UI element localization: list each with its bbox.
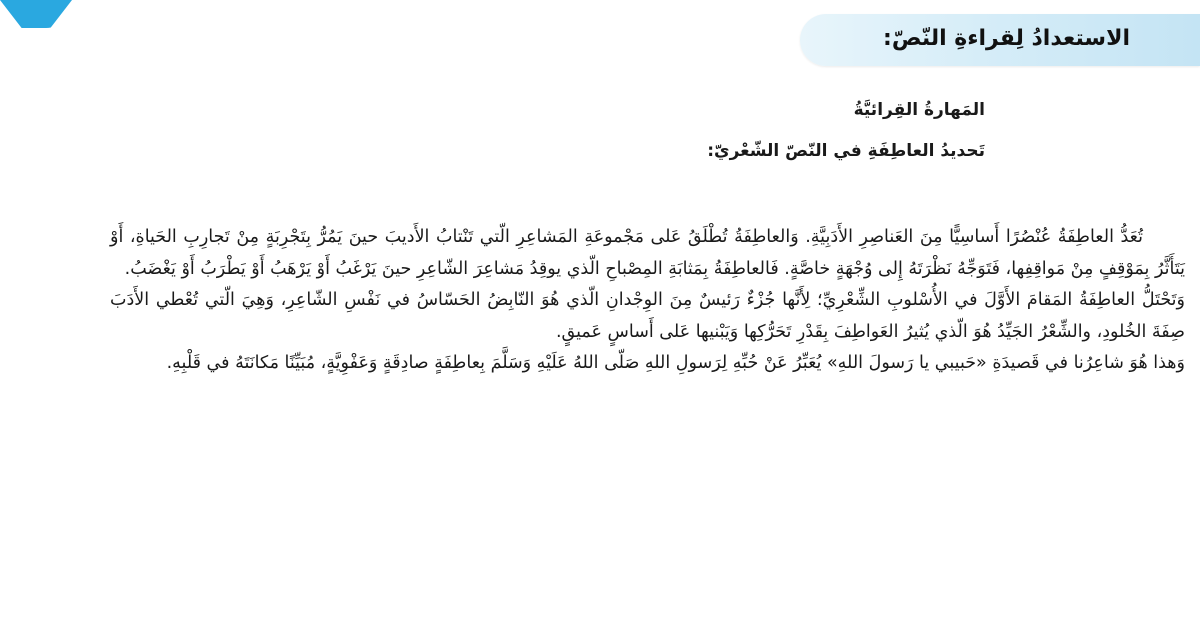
corner-decoration — [0, 0, 72, 28]
paragraph-3: وَهذا هُوَ شاعِرُنا في قَصيدَةِ «حَبيبي يا رَسولَ اللهِ» يُعَبِّرُ عَنْ حُبِّهِ لِرَسولِ اللهِ صَلّى اللهُ عَلَيْهِ وَسَلَّمَ بِعاطِفَةٍ صادِقَةٍ وَعَفْوِيَّةٍ، مُبَيِّنًا مَكانَتَهُ في قَلْبِهِ. — [166, 353, 1185, 373]
section-title: الاستعدادُ لِقراءةِ النّصّ: — [883, 26, 1130, 51]
paragraph-2: وَتَحْتَلُّ العاطِفَةُ المَقامَ الأَوَّلَ في الأُسْلوبِ الشِّعْرِيِّ؛ لِأَنَّها جُزْءٌ رَئيسٌ مِنَ الوِجْدانِ الّذي هُوَ النّابِضُ الحَسّاسُ في نَفْسِ الشّاعِرِ، وَهِيَ الّتي تُعْطي الأَدَبَ صِفَةَ الخُلودِ، والشِّعْرُ الجَيِّدُ هُوَ الّذي يُثيرُ العَواطِفَ بِقَدْرِ تَحَرُّكِها وَيَبْنيها عَلى أَساسٍ عَميقٍ. — [110, 290, 1185, 342]
skill-name: تَحديدُ العاطِفَةِ في النّصّ الشّعْريّ: — [707, 141, 985, 161]
skill-label: المَهارةُ القِرائيَّةُ — [853, 100, 985, 120]
paragraph-1: تُعَدُّ العاطِفَةُ عُنْصُرًا أَساسِيًّا مِنَ العَناصِرِ الأَدَبِيَّةِ. وَالعاطِفَةُ تُطْلَقُ عَلى مَجْموعَةِ المَشاعِرِ الّتي تَنْتابُ الأَديبَ حينَ يَمُرُّ بِتَجْرِبَةٍ مِنْ تَجارِبِ الحَياةِ، أَوْ يَتَأَثَّرُ بِمَوْقِفٍ مِنْ مَواقِفِها، فَتَوَجِّهُ نَظْرَتَهُ إِلى وُجْهَةٍ خاصَّةٍ. فَالعاطِفَةُ بِمَثابَةِ المِصْباحِ الّذي يوقِدُ مَشاعِرَ الشّاعِرِ حينَ يَرْغَبُ أَوْ يَرْهَبُ أَوْ يَطْرَبُ أَوْ يَغْضَبُ. — [110, 227, 1185, 279]
body-text — [110, 222, 1185, 380]
